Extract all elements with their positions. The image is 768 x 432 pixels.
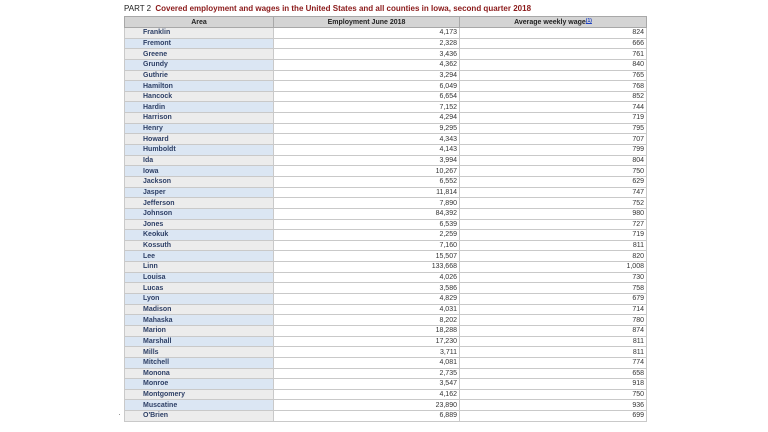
area-cell: Humboldt: [125, 145, 274, 156]
area-cell: Hamilton: [125, 81, 274, 92]
wage-cell: 840: [460, 59, 647, 70]
wage-cell: 679: [460, 294, 647, 305]
table-row: [125, 315, 647, 326]
table-row: [125, 400, 647, 411]
table-row: [125, 240, 647, 251]
employment-cell: 4,173: [274, 28, 460, 39]
table-body: [125, 28, 647, 422]
table-caption: [124, 2, 646, 16]
employment-cell: 4,362: [274, 59, 460, 70]
employment-cell: 11,814: [274, 187, 460, 198]
wage-cell: 780: [460, 315, 647, 326]
employment-cell: 7,160: [274, 240, 460, 251]
table-row: [125, 219, 647, 230]
wage-cell: 752: [460, 198, 647, 209]
wage-cell: 980: [460, 208, 647, 219]
employment-cell: 6,889: [274, 411, 460, 422]
employment-cell: 2,328: [274, 38, 460, 49]
employment-cell: 9,295: [274, 123, 460, 134]
employment-cell: 3,711: [274, 347, 460, 358]
area-cell: Howard: [125, 134, 274, 145]
table-row: [125, 272, 647, 283]
employment-cell: 4,081: [274, 357, 460, 368]
wage-cell: 874: [460, 325, 647, 336]
table-row: [125, 336, 647, 347]
wage-cell: 666: [460, 38, 647, 49]
wage-cell: 811: [460, 336, 647, 347]
area-cell: Montgomery: [125, 389, 274, 400]
wage-cell: 811: [460, 347, 647, 358]
wage-cell: 799: [460, 145, 647, 156]
employment-cell: 4,031: [274, 304, 460, 315]
employment-cell: 2,735: [274, 368, 460, 379]
wage-cell: 1,008: [460, 262, 647, 273]
table-container: [124, 2, 646, 422]
area-cell: Kossuth: [125, 240, 274, 251]
wage-cell: 768: [460, 81, 647, 92]
area-cell: Monona: [125, 368, 274, 379]
wage-cell: 727: [460, 219, 647, 230]
wage-cell: 744: [460, 102, 647, 113]
table-row: [125, 145, 647, 156]
employment-cell: 4,829: [274, 294, 460, 305]
wage-cell: 852: [460, 91, 647, 102]
wage-cell: 774: [460, 357, 647, 368]
area-cell: Lucas: [125, 283, 274, 294]
employment-cell: 7,890: [274, 198, 460, 209]
area-cell: Franklin: [125, 28, 274, 39]
employment-cell: 4,343: [274, 134, 460, 145]
wage-cell: 824: [460, 28, 647, 39]
area-cell: Monroe: [125, 379, 274, 390]
employment-cell: 3,994: [274, 155, 460, 166]
area-cell: Jones: [125, 219, 274, 230]
table-row: [125, 70, 647, 81]
employment-cell: 84,392: [274, 208, 460, 219]
employment-wages-table: [124, 16, 647, 422]
table-row: [125, 91, 647, 102]
table-row: [125, 166, 647, 177]
area-cell: Madison: [125, 304, 274, 315]
table-row: [125, 230, 647, 241]
header-row: [125, 17, 647, 28]
wage-cell: 918: [460, 379, 647, 390]
table-row: [125, 262, 647, 273]
employment-cell: 3,547: [274, 379, 460, 390]
table-row: [125, 28, 647, 39]
table-row: [125, 347, 647, 358]
employment-cell: 2,259: [274, 230, 460, 241]
table-row: [125, 368, 647, 379]
table-row: [125, 81, 647, 92]
area-cell: Ida: [125, 155, 274, 166]
wage-cell: 719: [460, 113, 647, 124]
area-cell: Hancock: [125, 91, 274, 102]
table-row: [125, 134, 647, 145]
wage-cell: 804: [460, 155, 647, 166]
area-cell: Guthrie: [125, 70, 274, 81]
employment-cell: 3,436: [274, 49, 460, 60]
wage-cell: 811: [460, 240, 647, 251]
area-cell: Jefferson: [125, 198, 274, 209]
wage-cell: 747: [460, 187, 647, 198]
employment-cell: 15,507: [274, 251, 460, 262]
employment-cell: 4,162: [274, 389, 460, 400]
employment-cell: 6,049: [274, 81, 460, 92]
wage-cell: 629: [460, 176, 647, 187]
area-cell: Linn: [125, 262, 274, 273]
header-employment: Employment June 2018: [274, 17, 460, 28]
area-cell: Lyon: [125, 294, 274, 305]
table-row: [125, 38, 647, 49]
table-row: [125, 357, 647, 368]
table-row: [125, 304, 647, 315]
area-cell: Johnson: [125, 208, 274, 219]
employment-cell: 10,267: [274, 166, 460, 177]
wage-cell: 936: [460, 400, 647, 411]
table-row: [125, 251, 647, 262]
employment-cell: 6,654: [274, 91, 460, 102]
employment-cell: 3,294: [274, 70, 460, 81]
employment-cell: 4,294: [274, 113, 460, 124]
header-wage: [460, 17, 647, 28]
wage-cell: 707: [460, 134, 647, 145]
area-cell: Marion: [125, 325, 274, 336]
table-row: [125, 187, 647, 198]
employment-cell: 6,539: [274, 219, 460, 230]
table-row: [125, 283, 647, 294]
employment-cell: 3,586: [274, 283, 460, 294]
wage-cell: 795: [460, 123, 647, 134]
area-cell: Mills: [125, 347, 274, 358]
wage-cell: 699: [460, 411, 647, 422]
area-cell: Marshall: [125, 336, 274, 347]
employment-cell: 4,026: [274, 272, 460, 283]
employment-cell: 17,230: [274, 336, 460, 347]
area-cell: Harrison: [125, 113, 274, 124]
wage-cell: 658: [460, 368, 647, 379]
area-cell: Grundy: [125, 59, 274, 70]
table-row: [125, 155, 647, 166]
table-row: [125, 113, 647, 124]
footnote-link[interactable]: (1): [585, 18, 592, 24]
area-cell: Muscatine: [125, 400, 274, 411]
area-cell: Greene: [125, 49, 274, 60]
wage-cell: 719: [460, 230, 647, 241]
area-cell: Mahaska: [125, 315, 274, 326]
table-row: [125, 59, 647, 70]
table-row: [125, 176, 647, 187]
table-row: [125, 411, 647, 422]
table-row: [125, 379, 647, 390]
header-wage-label: Average weekly wage: [514, 19, 586, 26]
wage-cell: 820: [460, 251, 647, 262]
table-row: [125, 198, 647, 209]
wage-cell: 730: [460, 272, 647, 283]
wage-cell: 714: [460, 304, 647, 315]
area-cell: Henry: [125, 123, 274, 134]
employment-cell: 133,668: [274, 262, 460, 273]
area-cell: Jackson: [125, 176, 274, 187]
area-cell: Keokuk: [125, 230, 274, 241]
table-row: [125, 294, 647, 305]
table-row: [125, 325, 647, 336]
table-row: [125, 49, 647, 60]
employment-cell: 7,152: [274, 102, 460, 113]
employment-cell: 6,552: [274, 176, 460, 187]
header-area: Area: [125, 17, 274, 28]
area-cell: O'Brien: [125, 411, 274, 422]
area-cell: Louisa: [125, 272, 274, 283]
employment-cell: 18,288: [274, 325, 460, 336]
employment-cell: 23,890: [274, 400, 460, 411]
table-row: [125, 123, 647, 134]
area-cell: Hardin: [125, 102, 274, 113]
wage-cell: 750: [460, 389, 647, 400]
part-label: PART 2: [124, 4, 152, 13]
table-row: [125, 102, 647, 113]
wage-cell: 750: [460, 166, 647, 177]
table-row: [125, 389, 647, 400]
stray-mark: [119, 414, 120, 415]
wage-cell: 761: [460, 49, 647, 60]
employment-cell: 8,202: [274, 315, 460, 326]
area-cell: Mitchell: [125, 357, 274, 368]
table-row: [125, 208, 647, 219]
area-cell: Lee: [125, 251, 274, 262]
wage-cell: 765: [460, 70, 647, 81]
table-title: Covered employment and wages in the United States and all counties in Iowa, second quarter 2018: [155, 4, 532, 13]
employment-cell: 4,143: [274, 145, 460, 156]
area-cell: Iowa: [125, 166, 274, 177]
area-cell: Jasper: [125, 187, 274, 198]
wage-cell: 758: [460, 283, 647, 294]
area-cell: Fremont: [125, 38, 274, 49]
